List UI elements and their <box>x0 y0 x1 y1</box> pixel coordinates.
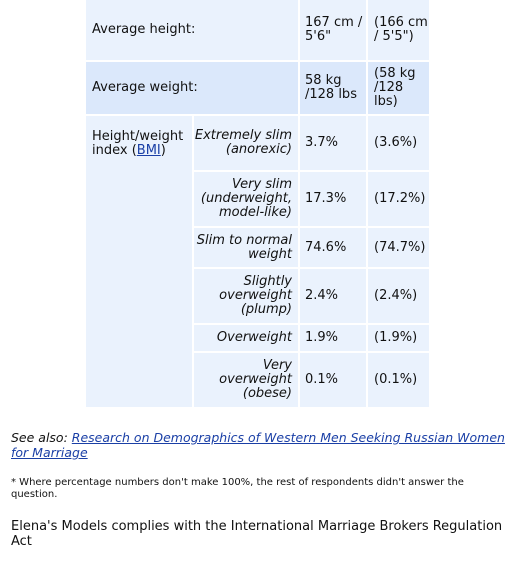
bmi-label <box>86 116 192 407</box>
average-height-label: Average height: <box>86 0 298 60</box>
research-link[interactable]: Research on Demographics of Western Men Seeking Russian Women for Marriage <box>11 430 505 460</box>
bmi-value: 2.4% <box>300 269 366 323</box>
bmi-category: Extremely slim (anorexic) <box>194 116 298 170</box>
compliance-notice: Elena's Models complies with the International Marriage Brokers Regulation Act <box>11 519 503 549</box>
bmi-label-prefix: Height/weight index ( <box>92 129 184 158</box>
footnote: * Where percentage numbers don't make 100%, the rest of respondents didn't answer the question. <box>11 477 464 500</box>
bmi-paren: (2.4%) <box>368 269 429 323</box>
bmi-category: Overweight <box>194 325 298 351</box>
bmi-value: 3.7% <box>300 116 366 170</box>
see-also <box>11 430 507 460</box>
bmi-paren: (3.6%) <box>368 116 429 170</box>
see-also-prefix: See also: <box>11 430 72 445</box>
bmi-paren: (17.2%) <box>368 172 429 226</box>
average-weight-value: 58 kg /128 lbs <box>300 62 366 114</box>
bmi-value: 74.6% <box>300 228 366 267</box>
table-row <box>86 116 429 170</box>
average-height-value: 167 cm / 5'6" <box>300 0 366 60</box>
bmi-category: Slightly overweight (plump) <box>194 269 298 323</box>
stats-table <box>84 0 431 409</box>
bmi-value: 17.3% <box>300 172 366 226</box>
bmi-label-suffix: ) <box>160 143 166 158</box>
bmi-category: Very slim (underweight, model-like) <box>194 172 298 226</box>
bmi-paren: (74.7%) <box>368 228 429 267</box>
bmi-category: Very overweight (obese) <box>194 353 298 407</box>
average-weight-paren: (58 kg /128 lbs) <box>368 62 429 114</box>
bmi-value: 1.9% <box>300 325 366 351</box>
average-weight-label: Average weight: <box>86 62 298 114</box>
bmi-paren: (0.1%) <box>368 353 429 407</box>
average-height-paren: (166 cm / 5'5") <box>368 0 429 60</box>
table-row <box>86 62 429 114</box>
table-row <box>86 0 429 60</box>
bmi-category: Slim to normal weight <box>194 228 298 267</box>
bmi-value: 0.1% <box>300 353 366 407</box>
bmi-link[interactable]: BMI <box>136 143 161 158</box>
bmi-paren: (1.9%) <box>368 325 429 351</box>
